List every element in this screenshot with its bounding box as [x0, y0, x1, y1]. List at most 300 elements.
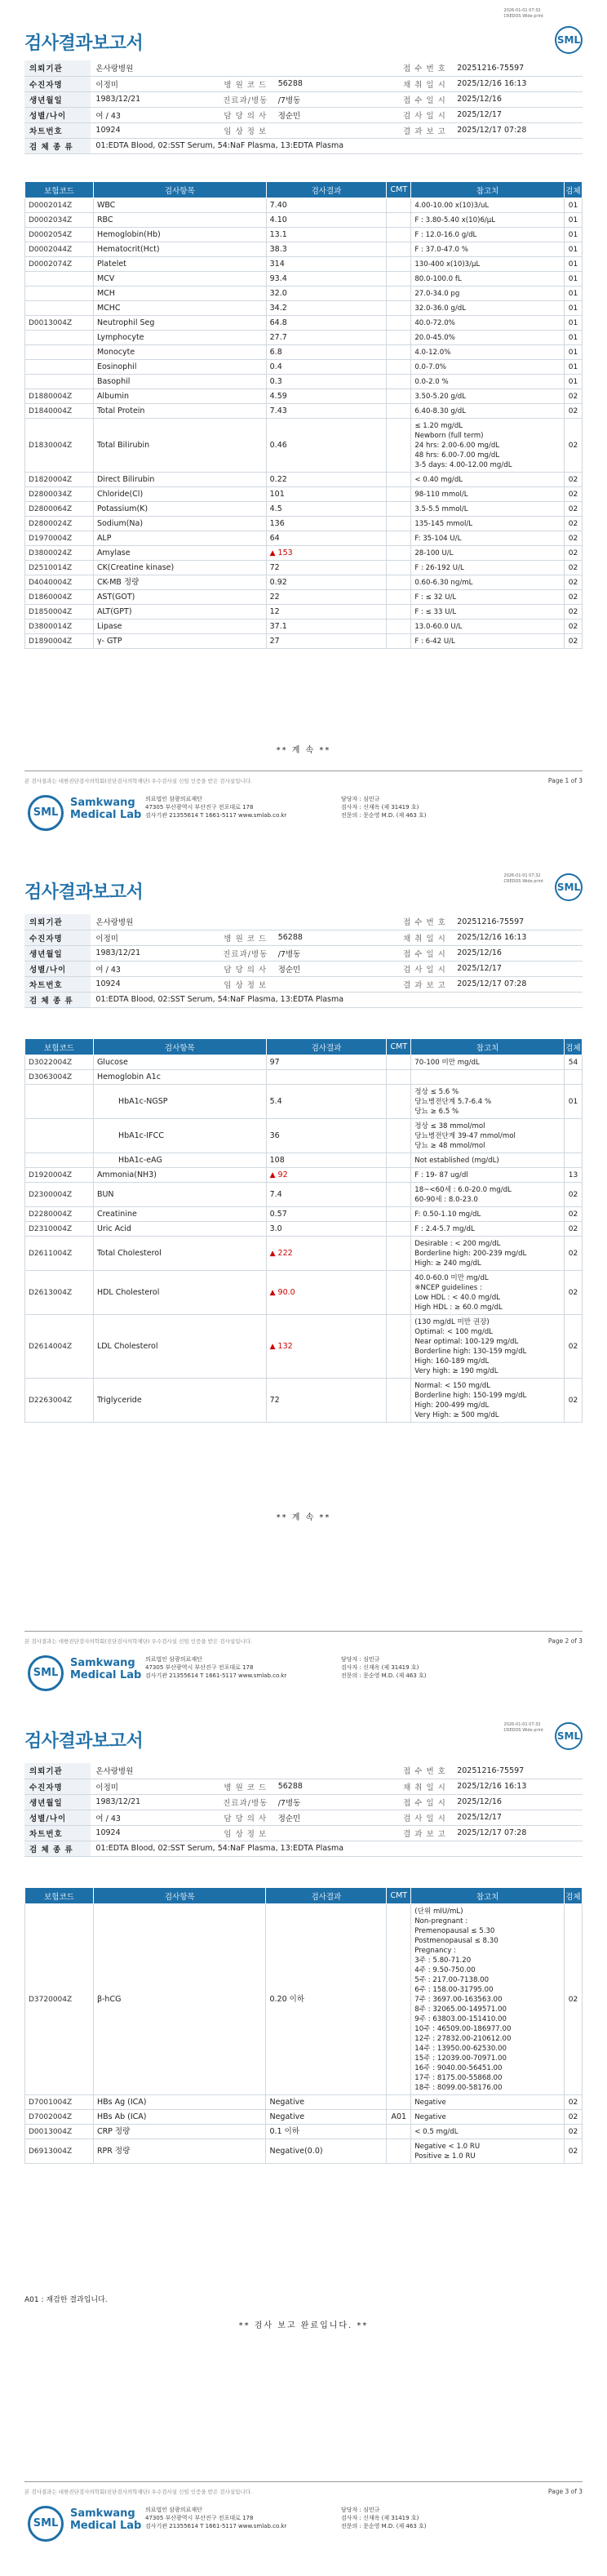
- specimen-code: 01: [564, 316, 582, 331]
- specimen-code: 13: [564, 1168, 582, 1183]
- reference-range: [411, 634, 565, 649]
- result-value: 4.10: [269, 215, 287, 224]
- column-header: 검체: [564, 1888, 582, 1904]
- high-flag-icon: ▲: [269, 1288, 276, 1297]
- info-value: 20251216-75597: [452, 914, 583, 930]
- info-label: 수진자명: [24, 76, 91, 91]
- info-label: 수진자명: [24, 930, 91, 945]
- info-value: [273, 122, 397, 138]
- info-label: 접 수 일 시: [397, 1794, 453, 1810]
- test-item: γ- GTP: [93, 634, 266, 649]
- test-result: [266, 561, 387, 575]
- reference-range: [411, 213, 565, 228]
- signatures: 담당자 : 심민규 검사자 : 신재옥 (제 31419 호) 전문의 : 문순영 M.D. (제 463 호): [341, 2507, 427, 2529]
- insurance-code: D2800034Z: [25, 487, 94, 502]
- column-header: 검체: [564, 182, 582, 198]
- test-item: Platelet: [93, 257, 266, 272]
- test-item: Chloride(Cl): [93, 487, 266, 502]
- comment-code: [387, 228, 411, 242]
- test-item: Total Cholesterol: [93, 1237, 266, 1271]
- sml-logo-icon: SML: [28, 1655, 64, 1691]
- org-name: Samkwang Medical Lab: [70, 797, 142, 821]
- org-address: 의료법인 삼광의료재단 47305 부산광역시 부산진구 전포대로 178 검사기관 21355614 T 1661-5117 www.smlab.co.kr: [145, 1656, 287, 1679]
- comment-code: A01: [387, 2110, 411, 2125]
- table-row: [25, 1222, 583, 1237]
- comment-code: [387, 213, 411, 228]
- info-value: [273, 1763, 397, 1779]
- patient-info-row: [24, 91, 583, 107]
- insurance-code: D1820004Z: [25, 473, 94, 487]
- reference-range: [411, 331, 565, 345]
- result-value: 4.59: [269, 391, 287, 401]
- test-result: [266, 242, 387, 257]
- test-item: Hemoglobin A1c: [93, 1070, 266, 1085]
- reference-text: F : ≤ 32 U/L: [414, 593, 457, 602]
- specimen-code: 01: [564, 1085, 582, 1119]
- end-text: ** 검사 보고 완료입니다. **: [238, 2321, 369, 2330]
- reference-text: Negative: [414, 2112, 446, 2121]
- reference-range: [411, 375, 565, 389]
- result-value: 101: [269, 489, 285, 499]
- page-number: Page 3 of 3: [547, 2488, 583, 2495]
- result-value: 222: [277, 1248, 293, 1258]
- insurance-code: D1920004Z: [25, 1168, 94, 1183]
- reference-text: 32.0-36.0 g/dL: [414, 304, 467, 313]
- info-value: 이정미: [91, 1779, 217, 1794]
- reference-range: [411, 1183, 565, 1207]
- info-label: 결 과 보 고: [397, 1825, 453, 1841]
- specimen-code: 01: [564, 242, 582, 257]
- table-row: [25, 2095, 583, 2110]
- info-label: 임 상 정 보: [218, 1825, 273, 1841]
- specimen-code: 01: [564, 360, 582, 375]
- sml-logo-icon: SML: [555, 873, 583, 901]
- column-header: 검체: [564, 1039, 582, 1055]
- report-title: 검사결과보고서: [24, 882, 144, 903]
- specimen-code: 02: [564, 1904, 582, 2095]
- comment-code: [387, 1379, 411, 1423]
- test-result: [266, 605, 387, 620]
- info-label: [218, 914, 273, 930]
- info-label: 차트번호: [24, 122, 91, 138]
- info-value: [273, 60, 397, 76]
- reference-range: [411, 1904, 565, 2095]
- column-header: 참고치: [411, 1888, 565, 1904]
- table-row: [25, 1237, 583, 1271]
- patient-info-row: [24, 1810, 583, 1825]
- test-item: HDL Cholesterol: [93, 1271, 266, 1315]
- table-row: [25, 1085, 583, 1119]
- column-header: CMT: [387, 182, 411, 198]
- specimen-row: [24, 1841, 583, 1856]
- insurance-code: [25, 272, 94, 286]
- info-value: 2025/12/16: [452, 945, 583, 961]
- accreditation-note: 본 검사결과는 대한진단검사의학회(진단검사의학재단) 우수검사실 신임 인증을 받은 검사실입니다.: [24, 2489, 253, 2495]
- info-value: 온사랑병원: [91, 60, 217, 76]
- column-header: 검사결과: [266, 1039, 387, 1055]
- test-result: [266, 1183, 387, 1207]
- result-value: 38.3: [269, 244, 287, 254]
- comment-code: [387, 517, 411, 531]
- test-result: [266, 360, 387, 375]
- comment-code: [387, 473, 411, 487]
- insurance-code: D3022004Z: [25, 1055, 94, 1070]
- info-value: 2025/12/17 07:28: [452, 976, 583, 992]
- insurance-code: D2800064Z: [25, 502, 94, 517]
- specimen-code: 02: [564, 634, 582, 649]
- specimen-code: 02: [564, 487, 582, 502]
- info-value: 20251216-75597: [452, 1763, 583, 1779]
- test-item: Monocyte: [93, 345, 266, 360]
- reference-text: Not established (mg/dL): [414, 1156, 499, 1165]
- table-row: [25, 561, 583, 575]
- reference-range: [411, 2095, 565, 2110]
- info-label: 검 사 일 시: [397, 961, 453, 976]
- test-item: MCH: [93, 286, 266, 301]
- info-value: 1983/12/21: [91, 945, 217, 961]
- comment-code: [387, 1085, 411, 1119]
- test-result: [266, 228, 387, 242]
- result-value: 5.4: [269, 1096, 282, 1106]
- insurance-code: D1830004Z: [25, 419, 94, 473]
- info-value: 56288: [273, 76, 397, 91]
- insurance-code: D0002034Z: [25, 213, 94, 228]
- comment-code: [387, 257, 411, 272]
- table-row: [25, 213, 583, 228]
- result-value: 108: [269, 1155, 285, 1165]
- specimen-code: [564, 1153, 582, 1168]
- comment-code: [387, 272, 411, 286]
- test-item: BUN: [93, 1183, 266, 1207]
- specimen-code: 01: [564, 213, 582, 228]
- info-label: 생년월일: [24, 91, 91, 107]
- reference-range: [411, 620, 565, 634]
- info-label: 병 원 코 드: [218, 76, 273, 91]
- info-value: 10924: [91, 976, 217, 992]
- comment-code: [387, 1315, 411, 1379]
- results-table: [24, 181, 583, 649]
- print-stamp: 2026-01-01 07:32 CREDOS Wide print: [503, 1722, 543, 1733]
- reference-range: [411, 286, 565, 301]
- reference-range: [411, 2139, 565, 2164]
- test-item: Albumin: [93, 389, 266, 404]
- page-number: Page 1 of 3: [547, 777, 583, 784]
- specimen-code: 02: [564, 419, 582, 473]
- info-label: 의뢰기관: [24, 1763, 91, 1779]
- reference-range: [411, 360, 565, 375]
- insurance-code: [25, 375, 94, 389]
- comment-note: A01 : 재검한 결과입니다.: [24, 2296, 108, 2304]
- reference-range: [411, 2110, 565, 2125]
- test-item: Potassium(K): [93, 502, 266, 517]
- reference-text: F : 12.0-16.0 g/dL: [414, 230, 477, 239]
- specimen-code: 02: [564, 2125, 582, 2139]
- specimen-code: 01: [564, 198, 582, 213]
- info-label: 채 취 일 시: [397, 1779, 453, 1794]
- specimen-code: 02: [564, 2139, 582, 2164]
- info-value: 여 / 43: [91, 107, 217, 122]
- table-row: [25, 2139, 583, 2164]
- insurance-code: D0002044Z: [25, 242, 94, 257]
- info-label: 접 수 일 시: [397, 91, 453, 107]
- info-value: 온사랑병원: [91, 1763, 217, 1779]
- insurance-code: D2300004Z: [25, 1183, 94, 1207]
- reference-text: (단위 mIU/mL) Non-pregnant : Premenopausal ≤ 5.30 Postmenopausal ≤ 8.30 Pregnancy : 3주 : 5.80-71.20 4주 : 9.50-750.00 5주 : 217.00-7138.00 6주 : 158.00-31795.00 7주 : 3697.00-163563.00 8주 : 32065.00-149571.00 9주 : 63803.00-151410.00 10주 : 46509.00-186977.00 12주 : 27832.00-210612.00 14주 : 13950.00-62530.00 15주 : 12039.00-70971.00 16주 : 9040.00-56451.00 17주 : 8175.00-55868.00 18주 : 8099.00-58176.00: [414, 1907, 512, 2092]
- table-row: [25, 286, 583, 301]
- column-header: 참고치: [411, 182, 565, 198]
- reference-range: [411, 272, 565, 286]
- insurance-code: D2263004Z: [25, 1379, 94, 1423]
- test-item: Direct Bilirubin: [93, 473, 266, 487]
- info-label: 접 수 번 호: [397, 914, 453, 930]
- info-label: 생년월일: [24, 945, 91, 961]
- result-value: 27.7: [269, 332, 287, 342]
- test-result: [266, 2139, 387, 2164]
- result-value: 97: [269, 1057, 280, 1067]
- reference-text: 28-100 U/L: [414, 549, 454, 557]
- reference-range: [411, 546, 565, 561]
- test-result: [266, 331, 387, 345]
- table-row: [25, 257, 583, 272]
- info-label: 생년월일: [24, 1794, 91, 1810]
- reference-text: 4.00-10.00 x(10)3/uL: [414, 201, 490, 210]
- table-header-row: [25, 1888, 583, 1904]
- insurance-code: D2310004Z: [25, 1222, 94, 1237]
- comment-code: [387, 1271, 411, 1315]
- test-result: [266, 1222, 387, 1237]
- reference-text: F : 19- 87 ug/dl: [414, 1170, 468, 1179]
- reference-range: [411, 419, 565, 473]
- insurance-code: [25, 286, 94, 301]
- table-row: [25, 316, 583, 331]
- comment-code: [387, 345, 411, 360]
- info-label: 수진자명: [24, 1779, 91, 1794]
- patient-info-row: [24, 930, 583, 945]
- test-result: [266, 502, 387, 517]
- report-page-2: [0, 865, 607, 1600]
- result-value: 27: [269, 636, 280, 646]
- high-flag-icon: ▲: [269, 1170, 276, 1179]
- test-item: CK(Creatine kinase): [93, 561, 266, 575]
- reference-text: F: 0.50-1.10 mg/dL: [414, 1210, 481, 1219]
- accreditation-note: 본 검사결과는 대한진단검사의학회(진단검사의학재단) 우수검사실 신임 인증을 받은 검사실입니다.: [24, 1638, 253, 1645]
- info-label: 의뢰기관: [24, 914, 91, 930]
- reference-range: [411, 198, 565, 213]
- result-value: 0.3: [269, 376, 282, 386]
- reference-range: [411, 473, 565, 487]
- info-value: [273, 976, 397, 992]
- continued-text: ** 계 속 **: [276, 746, 331, 755]
- comment-code: [387, 389, 411, 404]
- result-value: 7.43: [269, 406, 287, 415]
- info-value: [273, 1825, 397, 1841]
- specimen-code: 01: [564, 272, 582, 286]
- specimen-row: [24, 138, 583, 153]
- reference-range: [411, 1055, 565, 1070]
- info-label: 임 상 정 보: [218, 122, 273, 138]
- test-result: [266, 1904, 387, 2095]
- continued-text: ** 계 속 **: [276, 1513, 331, 1522]
- test-result: [266, 1168, 387, 1183]
- table-row: [25, 1055, 583, 1070]
- specimen-code: 02: [564, 1271, 582, 1315]
- test-item: HBs Ab (ICA): [93, 2110, 266, 2125]
- test-item: RBC: [93, 213, 266, 228]
- specimen-code: 01: [564, 257, 582, 272]
- report-title: 검사결과보고서: [24, 1731, 144, 1752]
- reference-text: < 0.40 mg/dL: [414, 475, 463, 484]
- table-row: [25, 546, 583, 561]
- info-value: 10924: [91, 1825, 217, 1841]
- comment-code: [387, 360, 411, 375]
- info-label: 진료과/병동: [218, 91, 273, 107]
- reference-text: Desirable : < 200 mg/dL Borderline high: 200-239 mg/dL High: ≥ 240 mg/dL: [414, 1239, 527, 1268]
- table-row: [25, 2110, 583, 2125]
- reference-range: [411, 1271, 565, 1315]
- sml-logo-icon: SML: [555, 26, 583, 54]
- reference-text: 135-145 mmol/L: [414, 519, 473, 528]
- comment-code: [387, 286, 411, 301]
- comment-code: [387, 375, 411, 389]
- print-stamp: 2026-01-01 07:32 CREDOS Wide print: [503, 873, 543, 884]
- table-row: [25, 1379, 583, 1423]
- reference-range: [411, 575, 565, 590]
- insurance-code: D7002004Z: [25, 2110, 94, 2125]
- table-row: [25, 345, 583, 360]
- reference-text: F : ≤ 33 U/L: [414, 607, 457, 616]
- org-name: Samkwang Medical Lab: [70, 2507, 142, 2532]
- test-result: [266, 1237, 387, 1271]
- test-result: [266, 198, 387, 213]
- info-value: 온사랑병원: [91, 914, 217, 930]
- result-value: 0.46: [269, 440, 287, 450]
- specimen-code: 02: [564, 1237, 582, 1271]
- insurance-code: D2800024Z: [25, 517, 94, 531]
- result-value: 92: [277, 1170, 288, 1179]
- reference-text: 0.0-7.0%: [414, 362, 446, 371]
- info-value: 2025/12/17: [452, 961, 583, 976]
- reference-range: [411, 502, 565, 517]
- page-number: Page 2 of 3: [547, 1637, 583, 1645]
- high-flag-icon: ▲: [269, 1342, 276, 1351]
- reference-text: Negative < 1.0 RU Positive ≥ 1.0 RU: [414, 2142, 481, 2161]
- specimen-code: 02: [564, 2110, 582, 2125]
- specimen-label: 검 체 종 류: [24, 992, 91, 1007]
- insurance-code: D0002054Z: [25, 228, 94, 242]
- test-result: [266, 473, 387, 487]
- info-value: 정순민: [273, 961, 397, 976]
- table-header-row: [25, 182, 583, 198]
- result-value: 72: [269, 562, 280, 572]
- test-item: Hemoglobin(Hb): [93, 228, 266, 242]
- reference-text: 3.5-5.5 mmol/L: [414, 504, 468, 513]
- specimen-code: 01: [564, 331, 582, 345]
- insurance-code: D4040004Z: [25, 575, 94, 590]
- reference-range: [411, 1379, 565, 1423]
- reference-range: [411, 2125, 565, 2139]
- result-value: 3.0: [269, 1224, 282, 1233]
- specimen-code: 02: [564, 2095, 582, 2110]
- info-label: 검 사 일 시: [397, 1810, 453, 1825]
- result-value: 13.1: [269, 229, 287, 239]
- table-row: [25, 1119, 583, 1153]
- insurance-code: [25, 1153, 94, 1168]
- comment-code: [387, 1222, 411, 1237]
- info-value: 이정미: [91, 76, 217, 91]
- insurance-code: [25, 360, 94, 375]
- table-row: [25, 331, 583, 345]
- table-row: [25, 1315, 583, 1379]
- test-result: [266, 1070, 387, 1085]
- reference-text: 0.60-6.30 ng/mL: [414, 578, 473, 587]
- result-value: 34.2: [269, 303, 287, 313]
- reference-text: 6.40-8.30 g/dL: [414, 406, 467, 415]
- specimen-code: 01: [564, 375, 582, 389]
- table-row: [25, 404, 583, 419]
- table-row: [25, 389, 583, 404]
- info-value: 56288: [273, 1779, 397, 1794]
- info-label: 접 수 번 호: [397, 1763, 453, 1779]
- info-value: /7병동: [273, 91, 397, 107]
- reference-text: 3.50-5.20 g/dL: [414, 392, 467, 401]
- specimen-code: 02: [564, 1183, 582, 1207]
- reference-range: [411, 1207, 565, 1222]
- specimen-value: 01:EDTA Blood, 02:SST Serum, 54:NaF Plasma, 13:EDTA Plasma: [91, 992, 583, 1007]
- test-result: [266, 2125, 387, 2139]
- comment-code: [387, 1168, 411, 1183]
- report-title: 검사결과보고서: [24, 33, 144, 54]
- comment-code: [387, 1183, 411, 1207]
- insurance-code: [25, 331, 94, 345]
- reference-text: Negative: [414, 2098, 446, 2107]
- test-result: [266, 375, 387, 389]
- insurance-code: D1860004Z: [25, 590, 94, 605]
- test-item: HBs Ag (ICA): [93, 2095, 266, 2110]
- specimen-code: 02: [564, 561, 582, 575]
- reference-range: [411, 316, 565, 331]
- info-label: 차트번호: [24, 1825, 91, 1841]
- patient-info-row: [24, 976, 583, 992]
- info-value: 정순민: [273, 1810, 397, 1825]
- reference-range: [411, 345, 565, 360]
- test-item: Basophil: [93, 375, 266, 389]
- table-row: [25, 590, 583, 605]
- patient-info-row: [24, 76, 583, 91]
- result-value: 4.5: [269, 504, 282, 513]
- insurance-code: D0002074Z: [25, 257, 94, 272]
- info-label: 성별/나이: [24, 107, 91, 122]
- info-value: /7병동: [273, 945, 397, 961]
- comment-code: [387, 1070, 411, 1085]
- table-row: [25, 1183, 583, 1207]
- test-item: Uric Acid: [93, 1222, 266, 1237]
- result-value: 314: [269, 259, 285, 269]
- reference-text: 40.0-72.0%: [414, 318, 455, 327]
- test-result: [266, 272, 387, 286]
- result-value: 132: [277, 1341, 293, 1351]
- info-value: 2025/12/16: [452, 1794, 583, 1810]
- reference-range: [411, 1315, 565, 1379]
- comment-code: [387, 419, 411, 473]
- column-header: 검사결과: [266, 182, 387, 198]
- test-item: Eosinophil: [93, 360, 266, 375]
- insurance-code: D2613004Z: [25, 1271, 94, 1315]
- high-flag-icon: ▲: [269, 1249, 276, 1258]
- patient-info-row: [24, 122, 583, 138]
- result-value: 0.22: [269, 474, 287, 484]
- result-value: 36: [269, 1130, 280, 1140]
- insurance-code: D3720004Z: [25, 1904, 94, 2095]
